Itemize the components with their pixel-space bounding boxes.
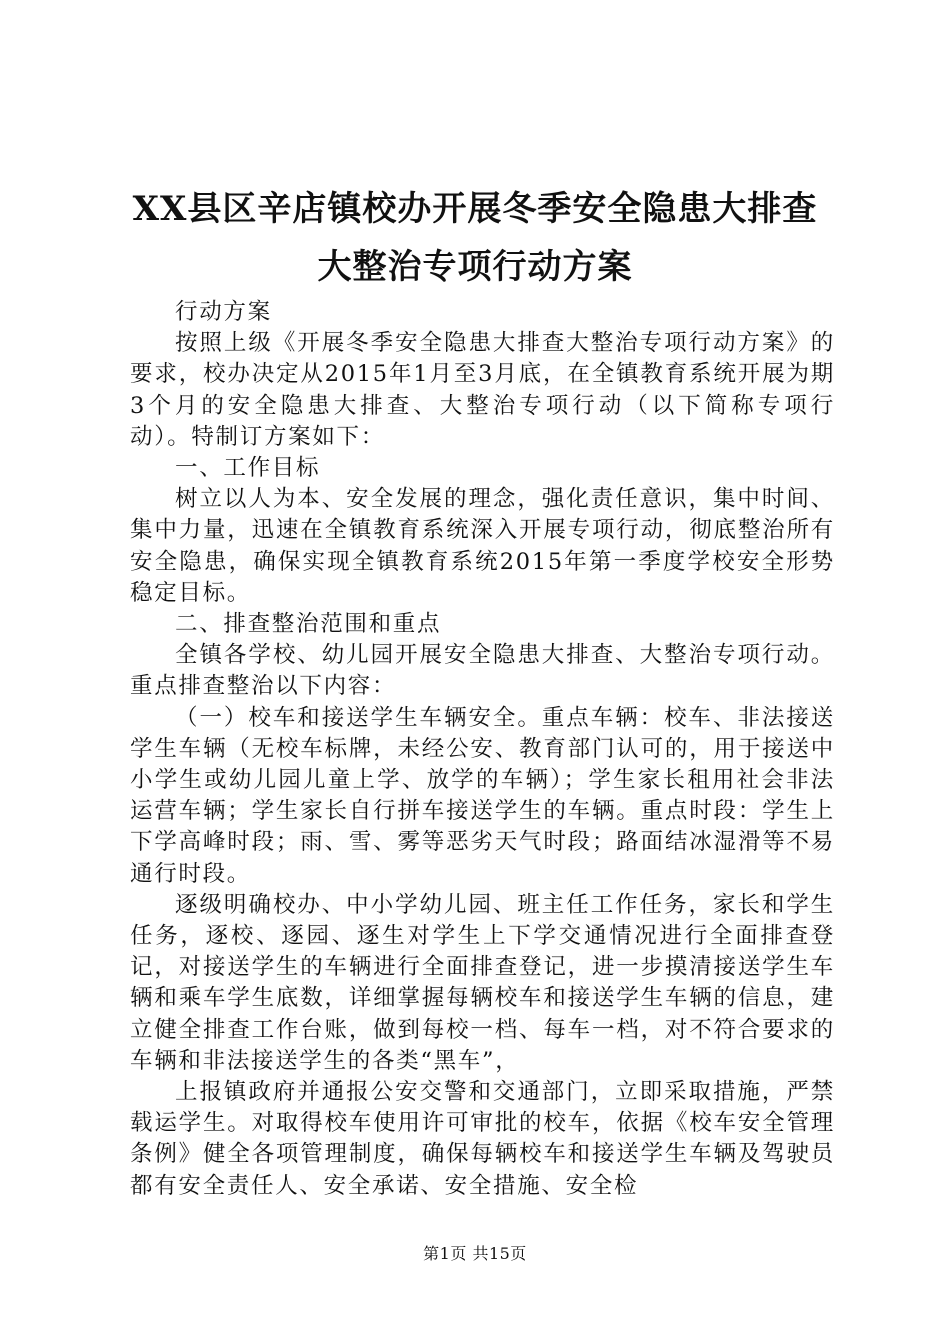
document-title-line-1: XX县区辛店镇校办开展冬季安全隐患大排查 [132, 189, 818, 229]
page-number-footer: 第1页 共15页 [423, 1244, 527, 1263]
paragraph: （一）校车和接送学生车辆安全。重点车辆：校车、非法接送学生车辆（无校车标牌，未经公安、教育部门认可的，用于接送中小学生或幼儿园儿童上学、放学的车辆）；学生家长租用社会非法运营车辆；学生家长自行拼车接送学生的车辆。重点时段：学生上下学高峰时段；雨、雪、雾等恶劣天气时段；路面结冰湿滑等不易通行时段。 [130, 704, 835, 887]
document-body [130, 297, 835, 1202]
paragraph: 树立以人为本、安全发展的理念，强化责任意识，集中时间、集中力量，迅速在全镇教育系统深入开展专项行动，彻底整治所有安全隐患，确保实现全镇教育系统2015年第一季度学校安全形势稳定目标。 [130, 486, 835, 606]
paragraph: 上报镇政府并通报公安交警和交通部门，立即采取措施，严禁载运学生。对取得校车使用许可审批的校车，依据《校车安全管理条例》健全各项管理制度，确保每辆校车和接送学生车辆及驾驶员都有安全责任人、安全承诺、安全措施、安全检 [130, 1079, 835, 1199]
section-heading: 一、工作目标 [175, 455, 321, 482]
section-heading: 二、排查整治范围和重点 [175, 611, 442, 638]
paragraph: 全镇各学校、幼儿园开展安全隐患大排查、大整治专项行动。重点排查整治以下内容： [130, 642, 835, 700]
paragraph-label: 行动方案 [175, 299, 272, 325]
document-title-line-2: 大整治专项行动方案 [317, 247, 633, 287]
paragraph: 逐级明确校办、中小学幼儿园、班主任工作任务，家长和学生任务，逐校、逐园、逐生对学生上下学交通情况进行全面排查登记，对接送学生的车辆进行全面排查登记，进一步摸清接送学生车辆和乘车学生底数，详细掌握每辆校车和接送学生车辆的信息，建立健全排查工作台账，做到每校一档、每车一档，对不符合要求的车辆和非法接送学生的各类“黑车”， [130, 891, 835, 1074]
paragraph: 按照上级《开展冬季安全隐患大排查大整治专项行动方案》的要求，校办决定从2015年1月至3月底，在全镇教育系统开展为期3个月的安全隐患大排查、大整治专项行动（以下简称专项行动）。特制订方案如下： [130, 330, 835, 450]
